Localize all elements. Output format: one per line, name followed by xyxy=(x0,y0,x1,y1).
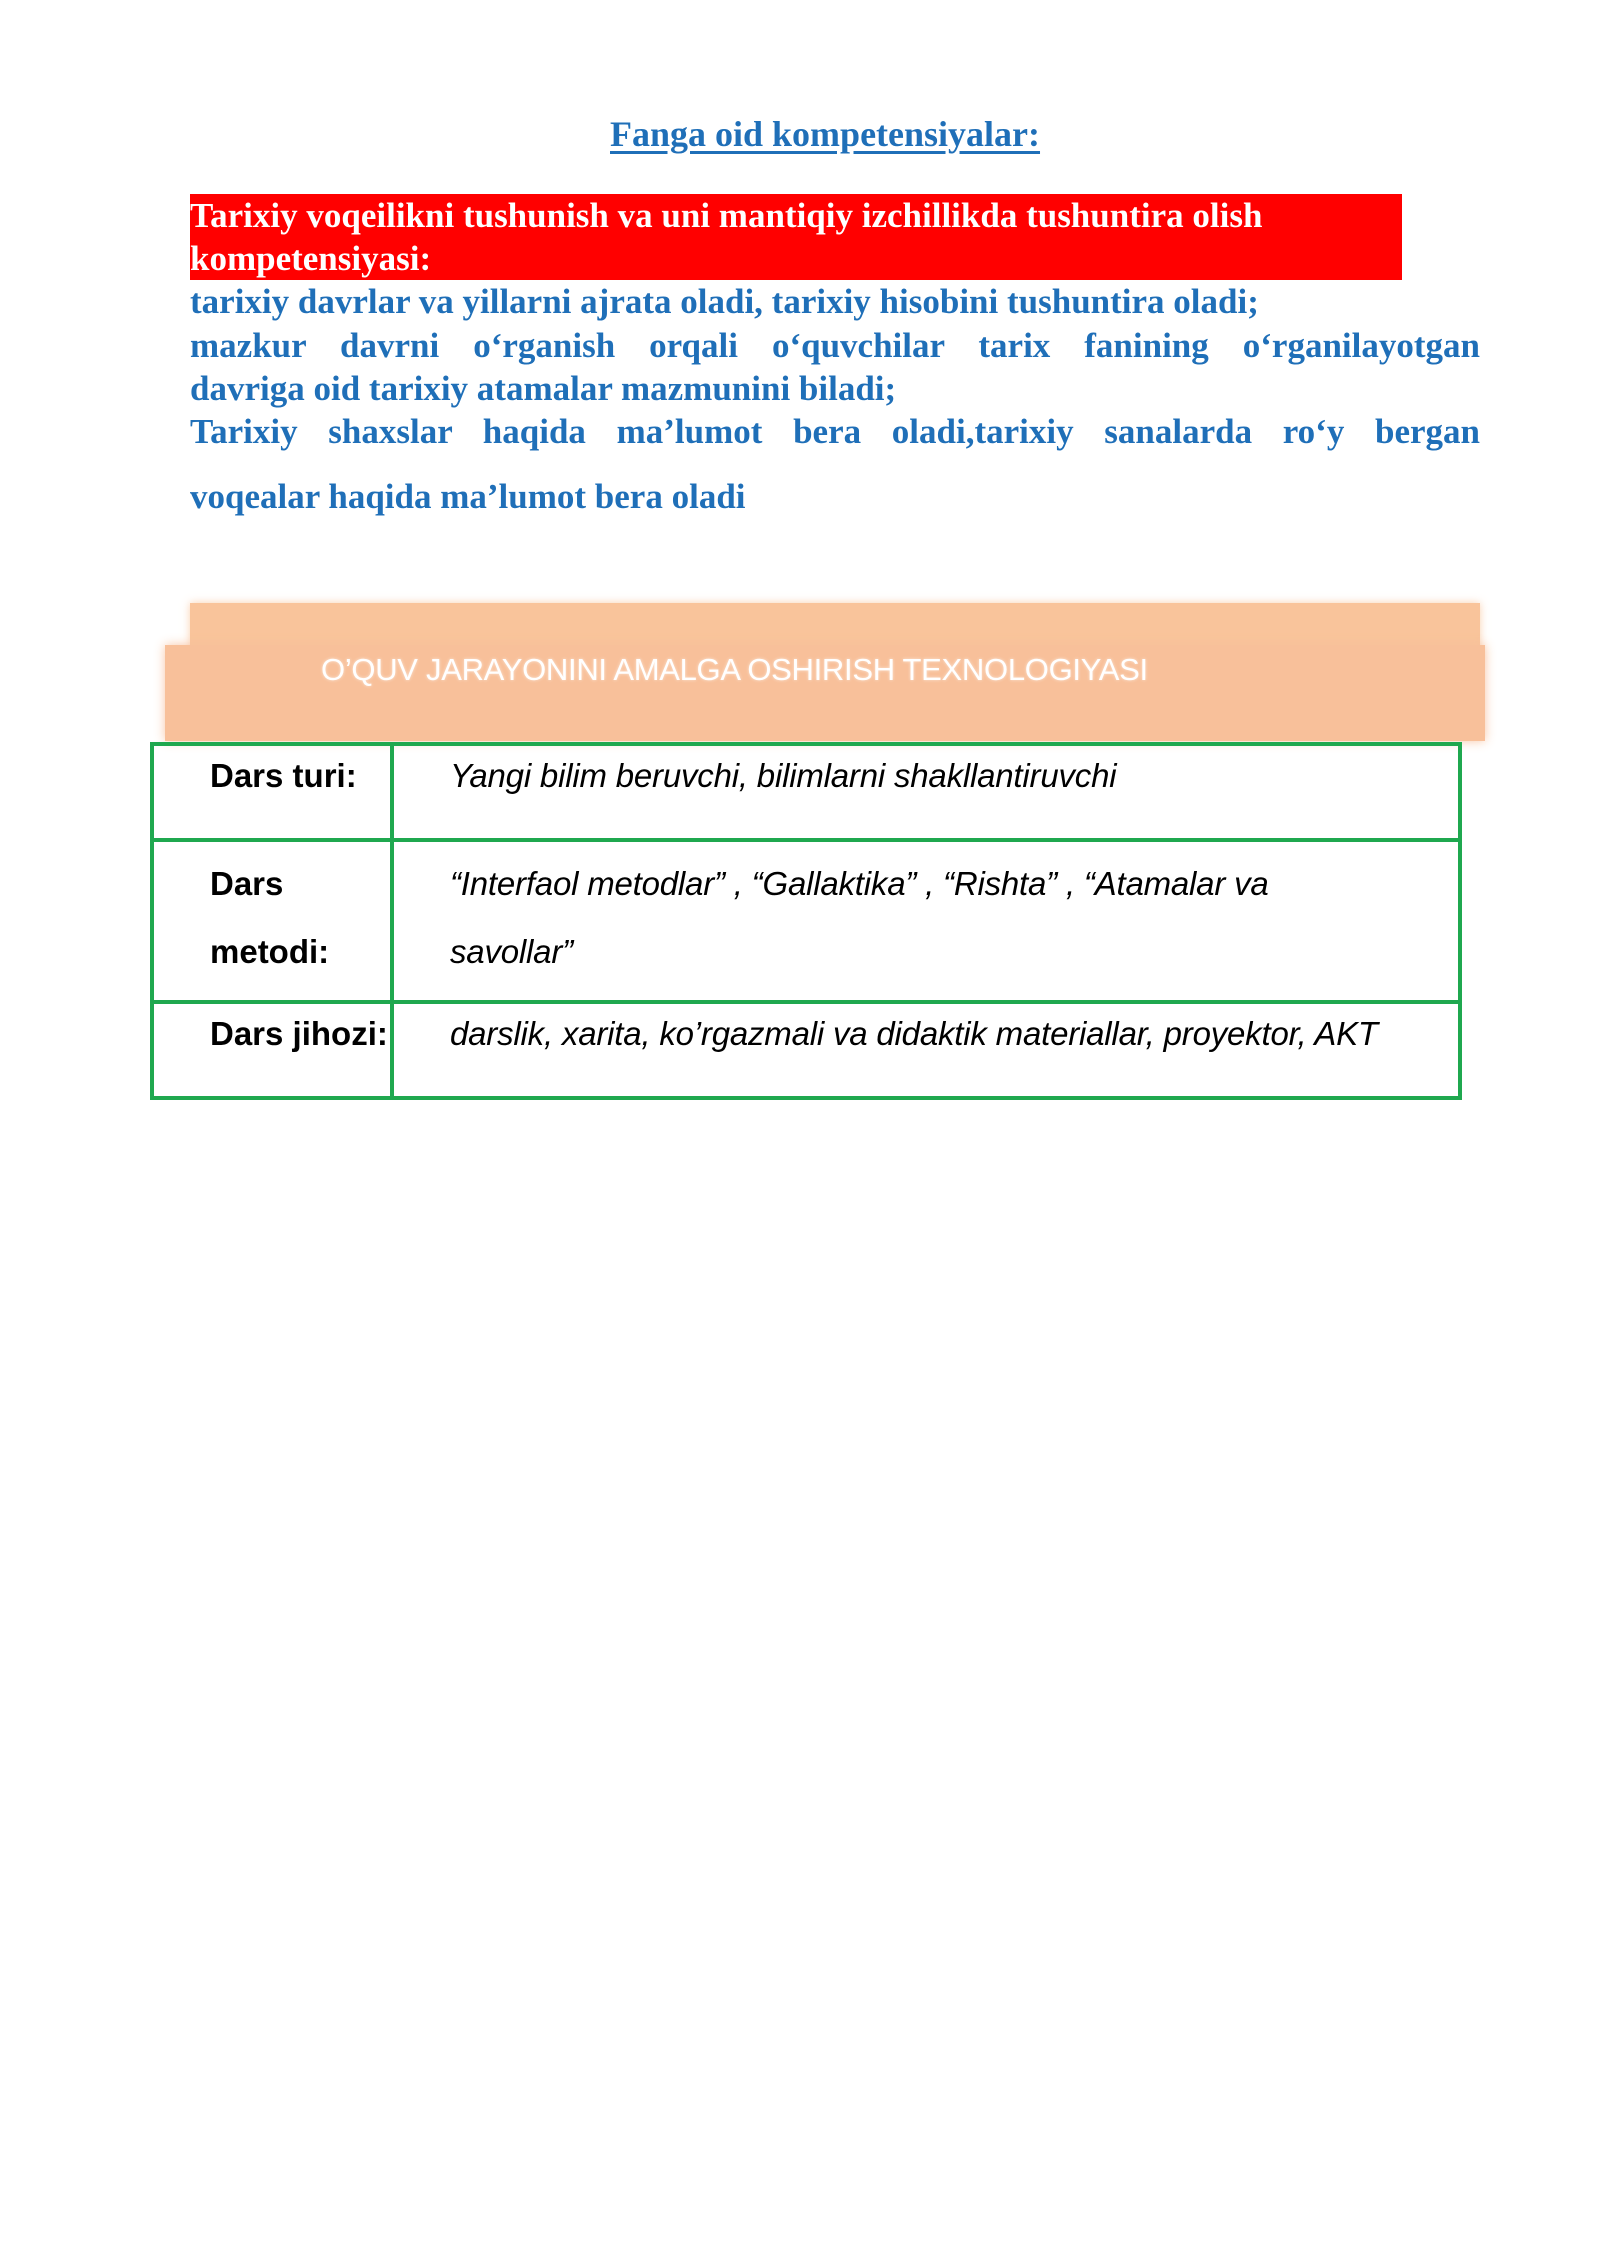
row-label-line: Dars turi: xyxy=(210,757,357,794)
row-label xyxy=(152,744,392,840)
row-value-line: Yangi bilim beruvchi, bilimlarni shakllantiruvchi xyxy=(450,757,1117,794)
lesson-info-table xyxy=(150,742,1462,1100)
row-label-line: Dars jihozi: xyxy=(210,1015,388,1052)
competency-line-4: Tarixiy shaxslar haqida ma’lumot bera oladi,tarixiy sanalarda ro‘y bergan xyxy=(190,412,1480,451)
banner-title: O’QUV JARAYONINI AMALGA OSHIRISH TEXNOLOGIYASI xyxy=(321,652,1148,687)
highlight-heading: Tarixiy voqeilikni tushunish va uni mantiqiy izchillikda tushuntira olish kompetensiyasi: xyxy=(190,196,1263,278)
row-label-line: metodi: xyxy=(210,933,330,970)
row-label xyxy=(152,1002,392,1098)
row-value-line: darslik, xarita, ko’rgazmali va didaktik materiallar, proyektor, AKT xyxy=(450,1015,1378,1052)
row-value-line: “Interfaol metodlar” , “Gallaktika” , “Rishta” , “Atamalar va xyxy=(450,865,1269,902)
row-label xyxy=(152,840,392,1002)
competency-line-5: voqealar haqida ma’lumot bera oladi xyxy=(190,477,746,516)
row-value xyxy=(392,840,1460,1002)
competency-line-3: davriga oid tarixiy atamalar mazmunini biladi; xyxy=(190,369,897,408)
table-row xyxy=(152,1002,1460,1098)
row-value xyxy=(392,744,1460,840)
page-title: Fanga oid kompetensiyalar: xyxy=(610,114,1041,154)
competency-line-1: tarixiy davrlar va yillarni ajrata oladi, tarixiy hisobini tushuntira oladi; xyxy=(190,282,1259,321)
row-value xyxy=(392,1002,1460,1098)
row-label-line: Dars xyxy=(210,865,284,902)
table-row xyxy=(152,840,1460,1002)
row-value-line: savollar” xyxy=(450,933,573,970)
competency-line-2: mazkur davrni o‘rganish orqali o‘quvchilar tarix fanining o‘rganilayotgan xyxy=(190,326,1480,365)
table-row xyxy=(152,744,1460,840)
